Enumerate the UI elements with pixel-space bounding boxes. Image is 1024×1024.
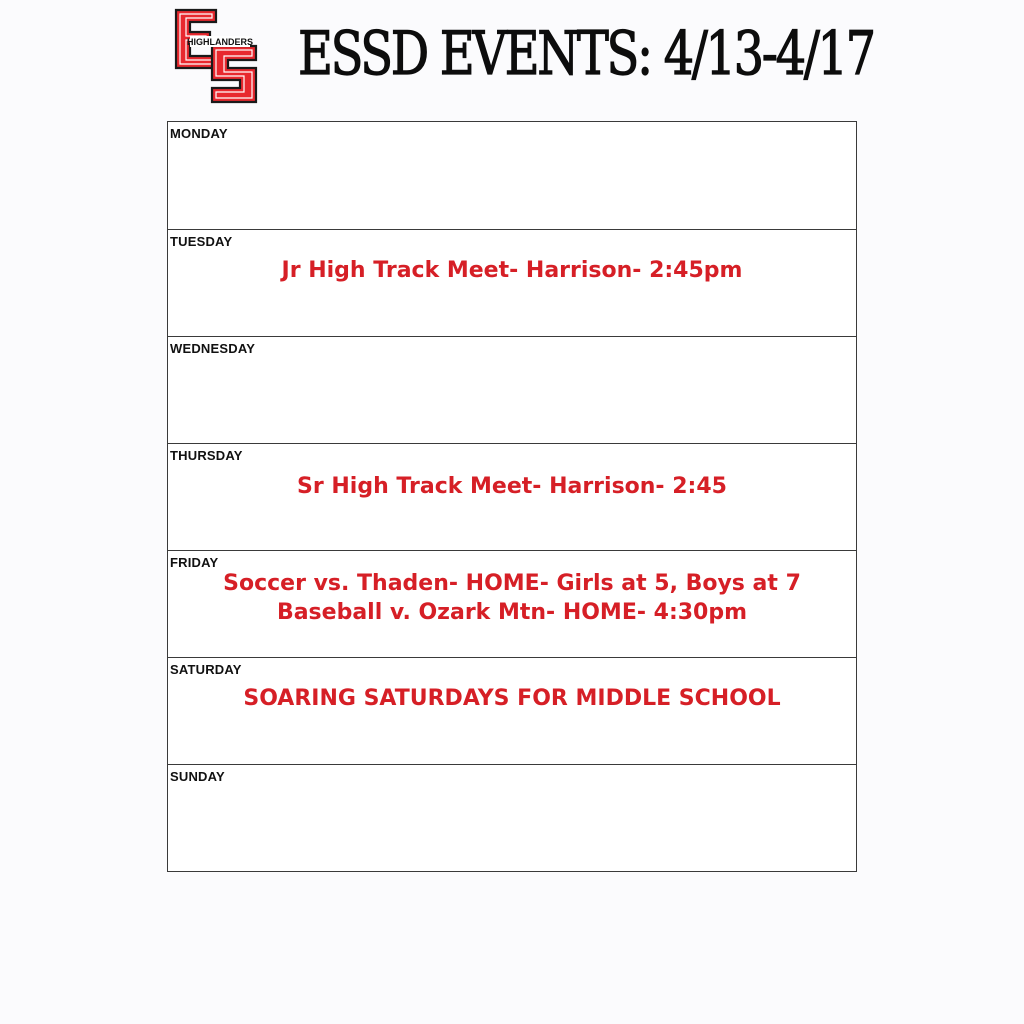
day-row-tuesday [168, 229, 856, 336]
event-line: Soccer vs. Thaden- HOME- Girls at 5, Boys at 7 [223, 571, 801, 596]
event-line: Sr High Track Meet- Harrison- 2:45 [297, 474, 727, 499]
weekly-calendar [167, 121, 857, 872]
day-row-saturday [168, 657, 856, 764]
day-label: TUESDAY [170, 234, 233, 249]
event-line: Jr High Track Meet- Harrison- 2:45pm [281, 258, 743, 283]
day-row-thursday [168, 443, 856, 550]
day-row-monday [168, 122, 856, 229]
day-events [168, 472, 856, 501]
day-label: FRIDAY [170, 555, 219, 570]
day-row-sunday [168, 764, 856, 871]
day-label: WEDNESDAY [170, 341, 256, 356]
event-line: SOARING SATURDAYS FOR MIDDLE SCHOOL [243, 686, 781, 711]
page-title: ESSD EVENTS: 4/13-4/17 [298, 19, 874, 89]
day-row-wednesday [168, 336, 856, 443]
highlanders-es-logo [172, 6, 262, 106]
day-events [168, 569, 856, 627]
day-label: SATURDAY [170, 662, 242, 677]
day-row-friday [168, 550, 856, 657]
day-label: MONDAY [170, 126, 228, 141]
day-label: THURSDAY [170, 448, 243, 463]
event-line: Baseball v. Ozark Mtn- HOME- 4:30pm [276, 600, 748, 625]
day-events [168, 256, 856, 285]
day-events [168, 684, 856, 713]
day-label: SUNDAY [170, 769, 225, 784]
logo-text: HIGHLANDERS [186, 37, 254, 47]
header [172, 6, 872, 106]
